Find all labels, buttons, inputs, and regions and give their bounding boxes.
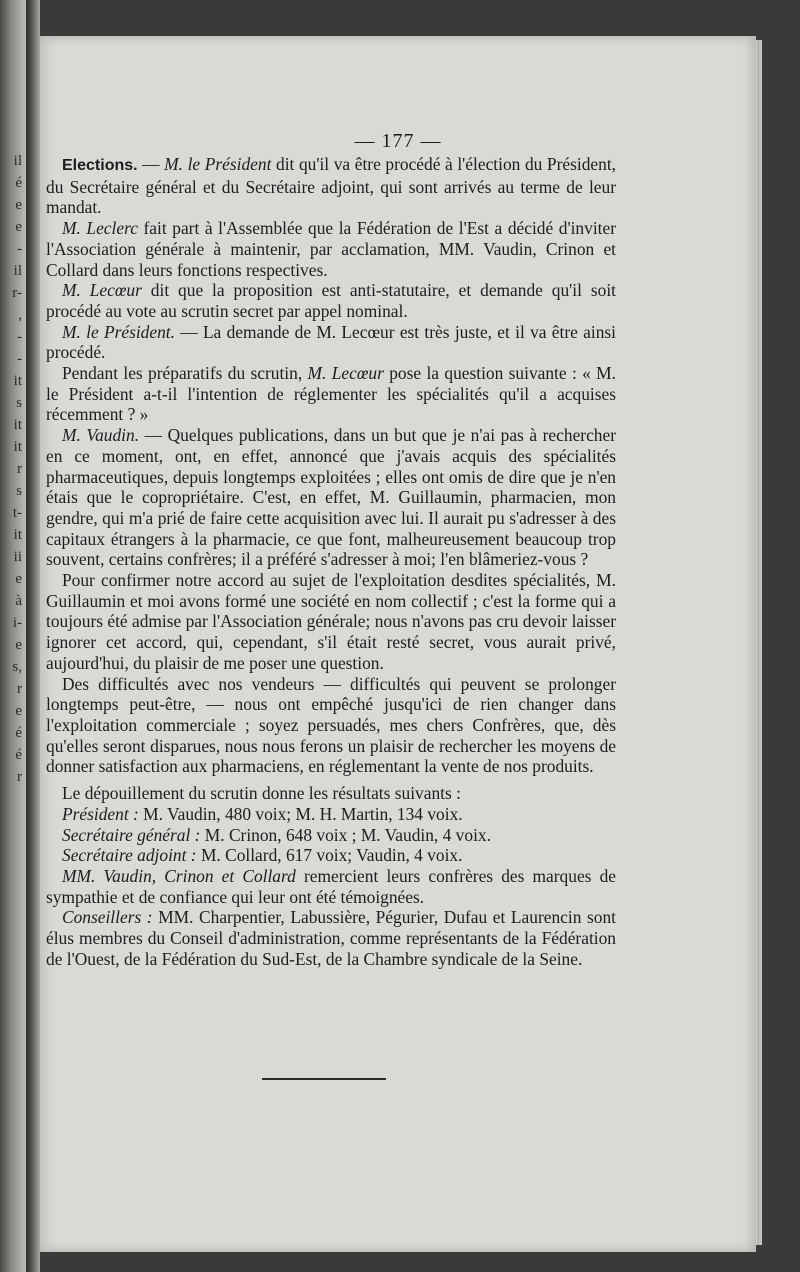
margin-letter: il <box>13 263 22 279</box>
italic-run: M. Vaudin. <box>62 425 140 446</box>
italic-run: M. Lecœur <box>62 280 142 301</box>
text-run: M. Crinon, 648 voix ; M. Vaudin, 4 voix. <box>200 824 491 845</box>
document-page <box>40 36 756 1252</box>
margin-letter: t- <box>12 505 22 521</box>
paragraph <box>46 674 616 778</box>
margin-letter: ii <box>13 549 22 565</box>
paragraph <box>46 907 616 969</box>
margin-letter: e <box>15 637 22 653</box>
margin-letter: é <box>15 175 22 191</box>
italic-run: Secrétaire général : <box>62 824 201 845</box>
text-run: — Quelques publications, dans un but que je n'ai pas à rechercher en ce moment, ont, en effet, annoncé que j'avais acquis des spécialités pharmaceutiques, depuis longtemps exploitées ; elles ont omis de dire que je n'en étais que le copropriétaire. C'est, en effet, M. Guillaumin, pharmacien, mon gendre, qui m'a prié de faire cette acquisition avec lui. Il aurait pu s'adresser à des capitaux étrangers à la pharmacie, ce que font, malheureusement beaucoup trop souvent, certains confrères; il a préféré s'adresser à moi; l'en blâmeriez-vous ? <box>46 425 617 570</box>
margin-letter: - <box>17 241 22 257</box>
margin-letter: , <box>18 307 22 323</box>
margin-letter: r- <box>12 285 22 301</box>
italic-run: M. Lecœur <box>307 363 384 384</box>
section-divider <box>262 1078 386 1080</box>
margin-letter: it <box>13 527 22 543</box>
italic-run: M. le Président <box>164 154 272 174</box>
book-gutter <box>26 0 40 1272</box>
margin-letter: e <box>15 571 22 587</box>
paragraph <box>46 845 616 866</box>
paragraph <box>46 154 616 218</box>
text-run: MM. Charpentier, Labussière, Pégurier, Dufau et Laurencin sont élus membres du Conseil d'administration, comme représentants de la Fédération de l'Ouest, de la Fédération du Sud-Est, de la Chambre syndicale de la Seine. <box>46 907 616 969</box>
paragraph <box>46 866 616 907</box>
margin-letter: - <box>17 351 22 367</box>
paragraph <box>46 363 616 425</box>
text-run: M. Vaudin, 480 voix; M. H. Martin, 134 voix. <box>138 803 463 824</box>
paragraph <box>46 322 616 363</box>
margin-letter: e <box>15 219 22 235</box>
margin-letter: r <box>17 681 22 697</box>
text-run: pose la question suivante : « M. le Président a-t-il l'intention de réglementer les spécialités qu'il a acquises récemment ? » <box>46 363 616 425</box>
page-number: — 177 — <box>354 130 442 152</box>
body-text <box>46 154 616 969</box>
margin-letter: é <box>15 747 22 763</box>
italic-run: M. le Président. <box>62 321 175 342</box>
margin-letter: r <box>17 461 22 477</box>
italic-run: M. Leclerc <box>62 218 138 239</box>
margin-letter: it <box>13 417 22 433</box>
text-run: dit que la proposition est anti-statutaire, et demande qu'il soit procédé au vote au scrutin secret par appel nominal. <box>46 280 616 321</box>
text-run: — <box>137 154 165 174</box>
text-run: Pour confirmer notre accord au sujet de l'exploitation desdites spécialités, M. Guillaumin et moi avons formé une société en nom collectif ; c'est la forme qui a toujours été admise par l'Association générale; nous n'avons pas cru devoir laisser ignorer cet accord, qui, cependant, s'il était resté secret, vous aurait privé, aujourd'hui, du plaisir de me poser une question. <box>46 570 616 673</box>
margin-letter: - <box>17 329 22 345</box>
italic-run: Président : <box>62 803 139 824</box>
text-run: — La demande de M. Lecœur est très juste, et il va être ainsi procédé. <box>46 321 617 363</box>
margin-letter: i- <box>12 615 22 631</box>
margin-letter: s <box>16 483 22 499</box>
margin-letter: r <box>17 769 22 785</box>
paragraph <box>46 570 616 674</box>
paragraph <box>46 218 616 280</box>
italic-run: Secrétaire adjoint : <box>62 845 197 866</box>
text-run: Des difficultés avec nos vendeurs — difficultés qui peuvent se prolonger longtemps peut-être, — nous ont empêché jusqu'ici de rien changer dans l'exploitation commerciale ; soyez persuadés, mes chers Confrères, que, dès qu'elles seront disparues, nous nous ferons un plaisir de rechercher les moyens de donner satisfaction aux pharmaciens, en réglementant la vente de nos produits. <box>46 673 616 777</box>
text-run: fait part à l'Assemblée que la Fédération de l'Est a décidé d'inviter l'Association générale à maintenir, par acclamation, MM. Vaudin, Crinon et Collard dans leurs fonctions respectives. <box>46 218 616 280</box>
paragraph <box>46 783 616 804</box>
margin-letter: it <box>13 439 22 455</box>
section-heading: Elections. <box>62 157 138 174</box>
facing-page-margin-letters <box>0 150 22 788</box>
text-run: Pendant les préparatifs du scrutin, <box>62 363 308 384</box>
paragraph <box>46 280 616 321</box>
margin-letter: it <box>13 373 22 389</box>
italic-run: MM. Vaudin, Crinon et Collard <box>62 865 296 886</box>
text-run: M. Collard, 617 voix; Vaudin, 4 voix. <box>196 845 463 866</box>
text-run: remercient leurs confrères des marques de sympathie et de confiance qui leur ont été témoignées. <box>46 865 616 907</box>
paragraph <box>46 825 616 846</box>
margin-letter: e <box>15 703 22 719</box>
italic-run: Conseillers : <box>62 907 153 928</box>
margin-letter: é <box>15 725 22 741</box>
margin-letter: s, <box>12 659 22 675</box>
margin-letter: il <box>13 153 22 169</box>
text-run: dit qu'il va être procédé à l'élection du Président, du Secrétaire général et du Secrétaire adjoint, qui sont arrivés au terme de leur mandat. <box>46 154 617 218</box>
margin-letter: à <box>15 593 22 609</box>
paragraph <box>46 425 616 570</box>
margin-letter: s <box>16 395 22 411</box>
paragraph <box>46 804 616 825</box>
margin-letter: e <box>15 197 22 213</box>
text-run: Le dépouillement du scrutin donne les résultats suivants : <box>62 783 461 804</box>
